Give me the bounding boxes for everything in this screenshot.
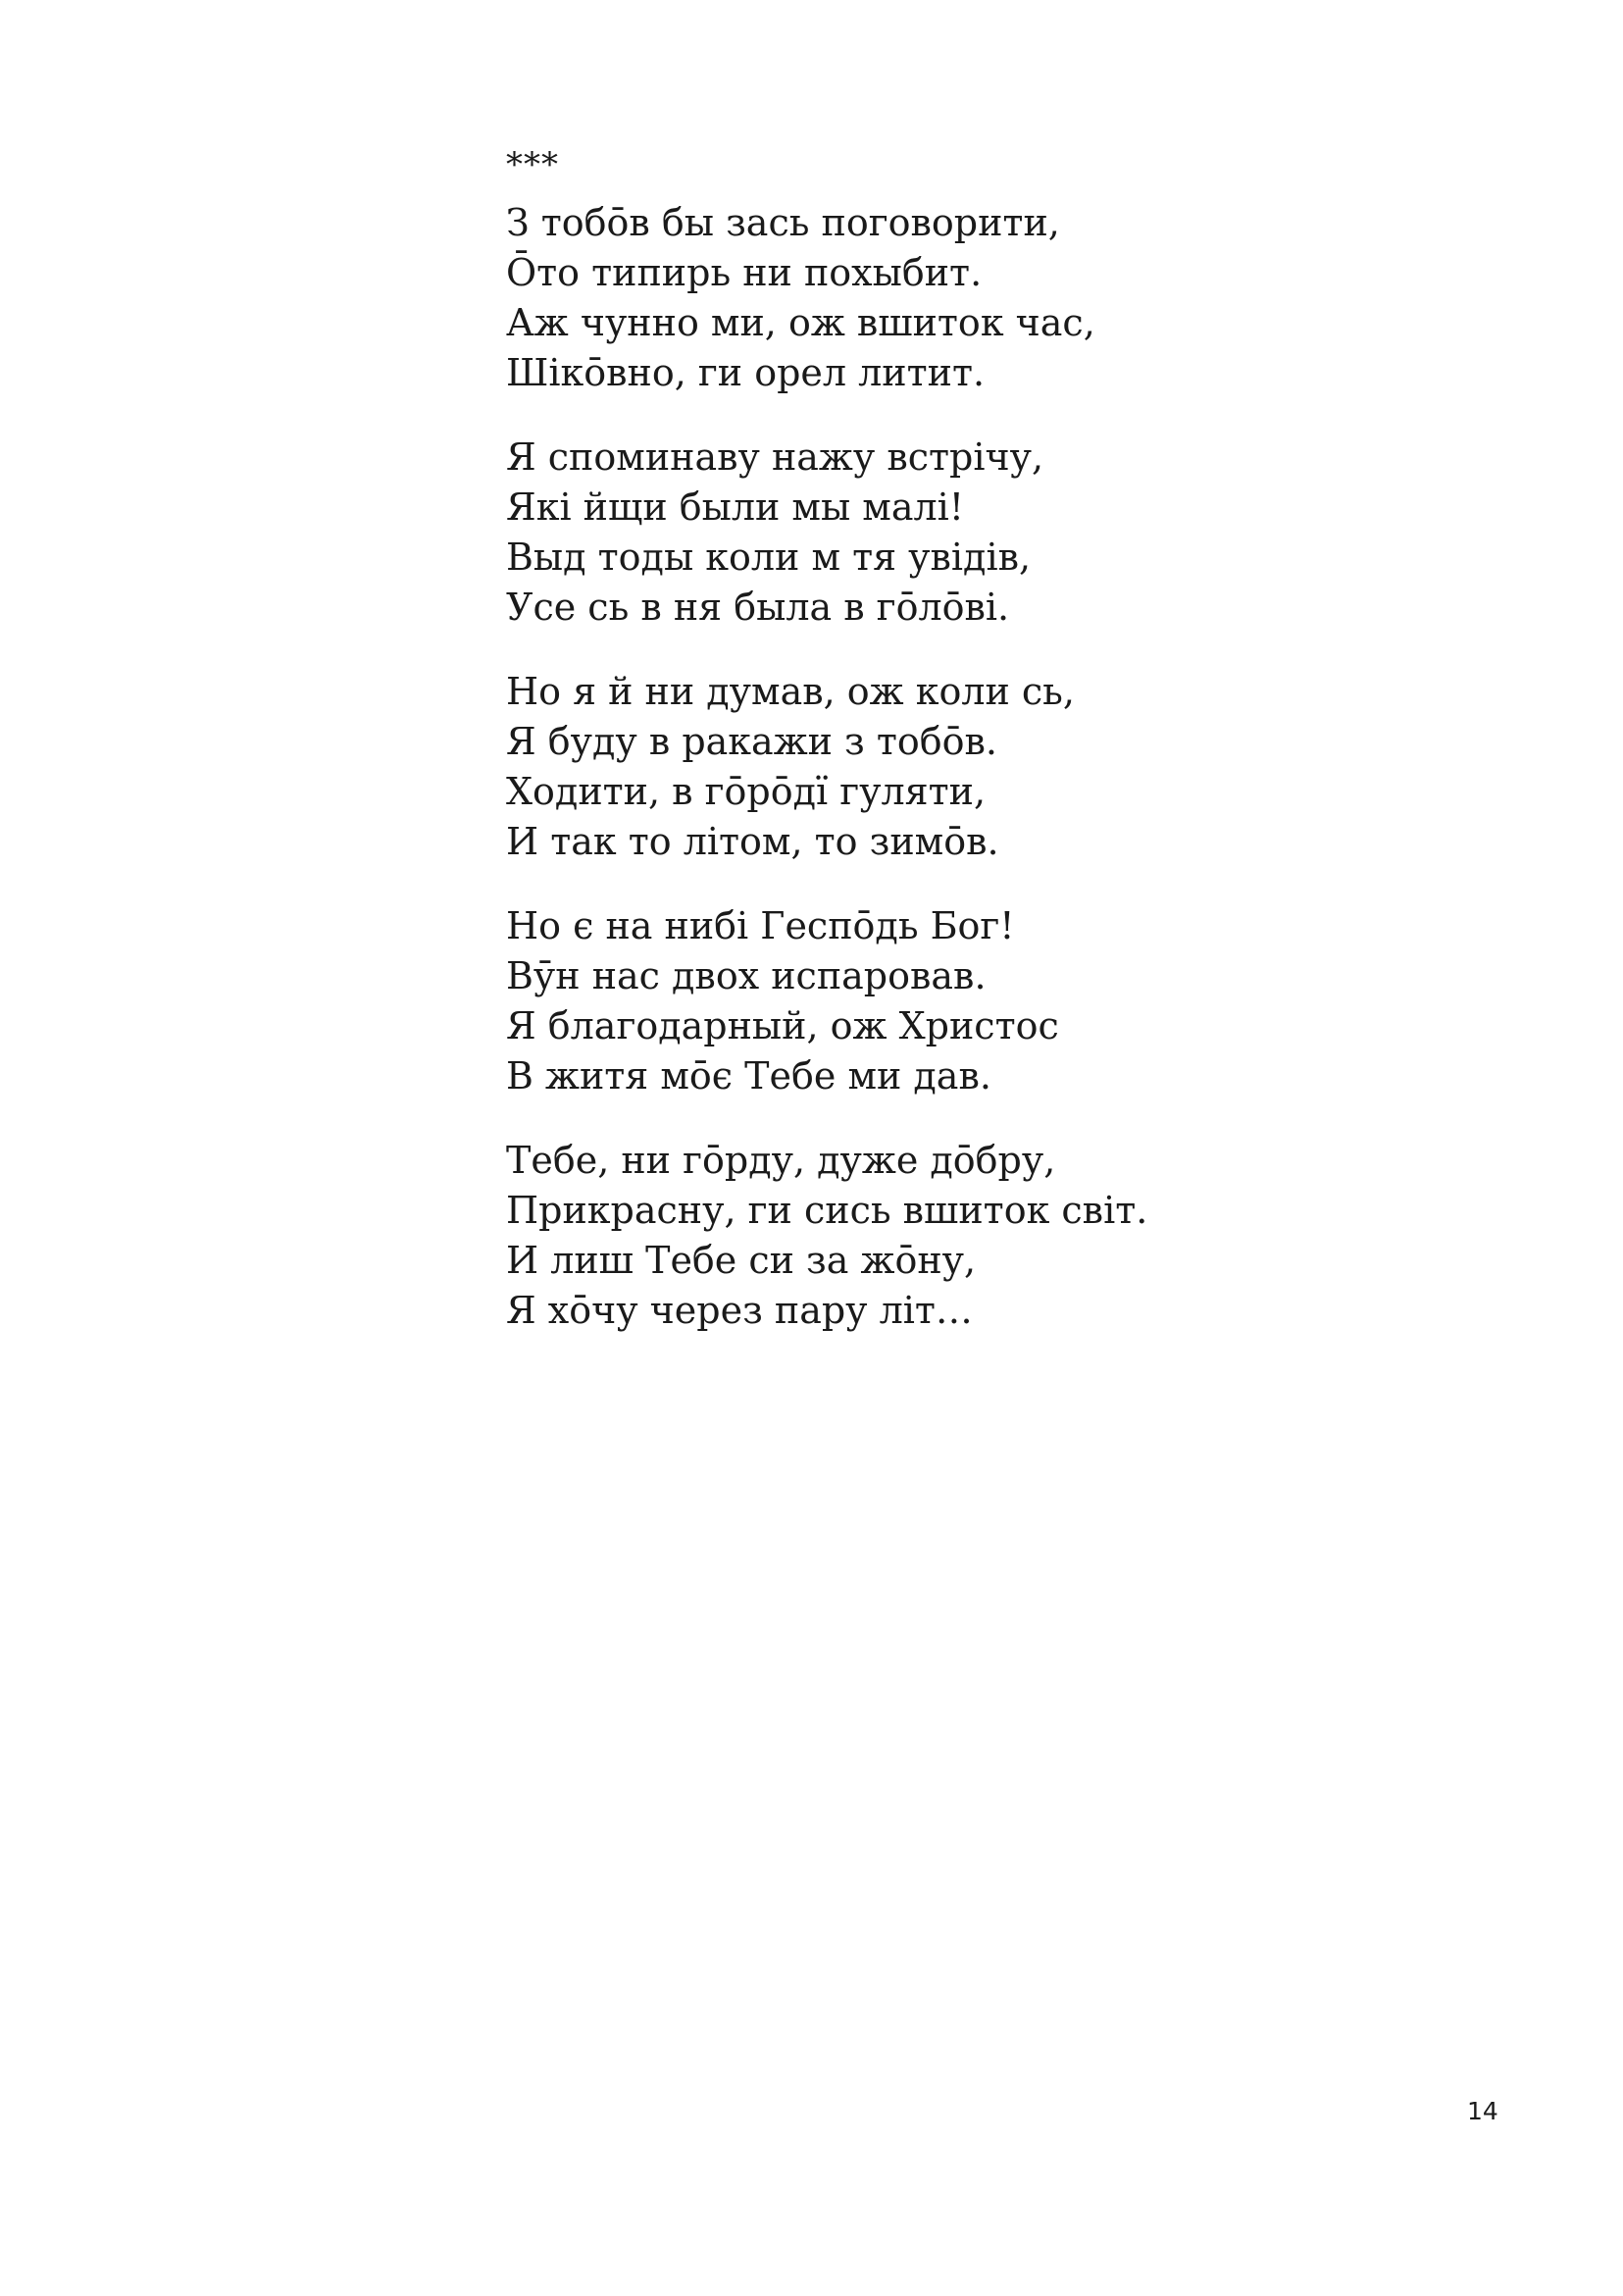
poem-line: Ходити, в го̄ро̄дї гуляти, [506, 770, 987, 813]
poem-line: Я хо̄чу через пару літ… [506, 1289, 973, 1332]
poem-line: О̄то типирь ни похыбит. [506, 251, 983, 294]
stanza-5 [506, 1136, 1389, 1336]
poem [506, 145, 1389, 1370]
stanza-3 [506, 667, 1389, 867]
poem-line: В житя мо̄є Тебе ми дав. [506, 1054, 991, 1097]
page-number: 14 [1467, 2097, 1498, 2125]
poem-line: Выд тоды коли м тя увідів, [506, 536, 1032, 579]
poem-line: З тобо̄в бы зась поговорити, [506, 201, 1060, 244]
poem-line: Усе сь в ня была в го̄ло̄ві. [506, 586, 1010, 629]
poem-line: Я споминаву нажу встрічу, [506, 435, 1044, 479]
poem-line: Тебе, ни го̄рду, дуже до̄бру, [506, 1139, 1056, 1182]
poem-line: И так то літом, то зимо̄в. [506, 820, 999, 863]
poem-line: Я благодарный, ож Христос [506, 1004, 1059, 1047]
stanza-2 [506, 433, 1389, 633]
stanza-1 [506, 198, 1389, 398]
poem-line: Аж чунно ми, ож вшиток час, [506, 301, 1095, 344]
stanza-4 [506, 901, 1389, 1101]
poem-line: Які йщи были мы малі! [506, 485, 965, 529]
poem-line: Прикрасну, ги сись вшиток світ. [506, 1189, 1148, 1232]
poem-line: Но я й ни думав, ож коли сь, [506, 670, 1075, 713]
poem-line: Я буду в ракажи з тобо̄в. [506, 720, 997, 763]
stanza-separator: *** [506, 145, 559, 184]
poem-line: Вӯн нас двох испаровав. [506, 954, 987, 997]
poem-line: Но є на нибі Геспо̄дь Бог! [506, 904, 1015, 947]
poem-line: И лиш Тебе си за жо̄ну, [506, 1239, 977, 1282]
poem-line: Шіко̄вно, ги орел литит. [506, 351, 986, 394]
